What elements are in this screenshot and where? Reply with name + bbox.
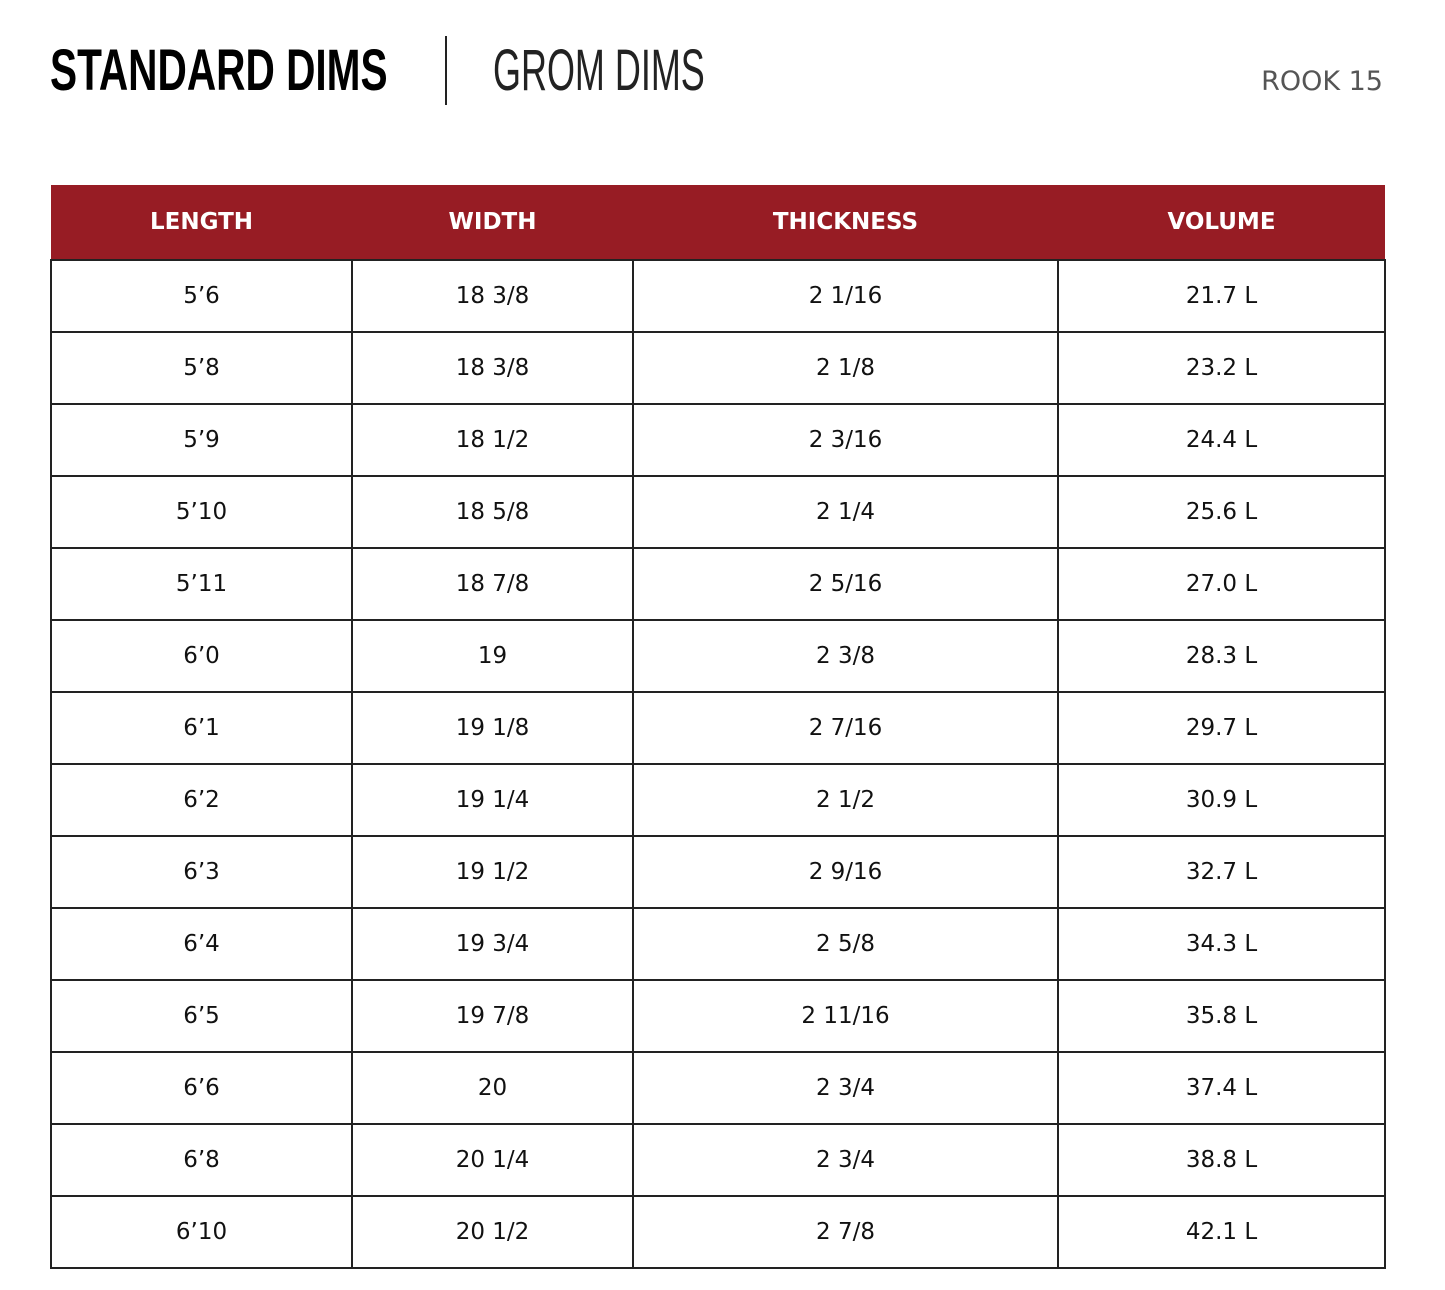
length-cell: 5’10: [51, 476, 352, 548]
thickness-cell: 2 7/16: [633, 692, 1058, 764]
thickness-cell: 2 3/16: [633, 404, 1058, 476]
width-cell: 19 1/8: [352, 692, 633, 764]
width-cell: 18 3/8: [352, 260, 633, 332]
column-header-width: WIDTH: [352, 185, 633, 260]
column-header-thickness: THICKNESS: [633, 185, 1058, 260]
table-row: [51, 1124, 1385, 1196]
volume-cell: 30.9 L: [1058, 764, 1385, 836]
thickness-cell: 2 9/16: [633, 836, 1058, 908]
column-header-length: LENGTH: [51, 185, 352, 260]
table-row: [51, 1052, 1385, 1124]
length-cell: 6’2: [51, 764, 352, 836]
table-row: [51, 908, 1385, 980]
width-cell: 19 1/2: [352, 836, 633, 908]
volume-cell: 29.7 L: [1058, 692, 1385, 764]
length-cell: 6’0: [51, 620, 352, 692]
volume-cell: 37.4 L: [1058, 1052, 1385, 1124]
length-cell: 5’11: [51, 548, 352, 620]
thickness-cell: 2 3/8: [633, 620, 1058, 692]
length-cell: 6’3: [51, 836, 352, 908]
volume-cell: 27.0 L: [1058, 548, 1385, 620]
thickness-cell: 2 1/2: [633, 764, 1058, 836]
thickness-cell: 2 3/4: [633, 1124, 1058, 1196]
table-row: [51, 980, 1385, 1052]
thickness-cell: 2 1/8: [633, 332, 1058, 404]
length-cell: 6’10: [51, 1196, 352, 1268]
thickness-cell: 2 3/4: [633, 1052, 1058, 1124]
model-name: ROOK 15: [1261, 66, 1383, 97]
length-cell: 6’5: [51, 980, 352, 1052]
length-cell: 6’1: [51, 692, 352, 764]
header: [0, 0, 1445, 140]
width-cell: 19 3/4: [352, 908, 633, 980]
table-row: [51, 332, 1385, 404]
volume-cell: 25.6 L: [1058, 476, 1385, 548]
table-row: [51, 836, 1385, 908]
length-cell: 6’4: [51, 908, 352, 980]
table-row: [51, 620, 1385, 692]
width-cell: 19: [352, 620, 633, 692]
width-cell: 20 1/2: [352, 1196, 633, 1268]
thickness-cell: 2 5/16: [633, 548, 1058, 620]
thickness-cell: 2 7/8: [633, 1196, 1058, 1268]
table-row: [51, 476, 1385, 548]
width-cell: 18 5/8: [352, 476, 633, 548]
column-header-volume: VOLUME: [1058, 185, 1385, 260]
volume-cell: 38.8 L: [1058, 1124, 1385, 1196]
tab-standard-dims[interactable]: STANDARD DIMS: [50, 38, 388, 103]
table-row: [51, 764, 1385, 836]
table-row: [51, 1196, 1385, 1268]
tab-grom-dims[interactable]: GROM DIMS: [493, 38, 705, 103]
volume-cell: 42.1 L: [1058, 1196, 1385, 1268]
width-cell: 18 1/2: [352, 404, 633, 476]
dims-table: [50, 185, 1386, 1269]
width-cell: 18 3/8: [352, 332, 633, 404]
volume-cell: 24.4 L: [1058, 404, 1385, 476]
table-row: [51, 404, 1385, 476]
table-row: [51, 692, 1385, 764]
volume-cell: 32.7 L: [1058, 836, 1385, 908]
thickness-cell: 2 1/16: [633, 260, 1058, 332]
length-cell: 5’8: [51, 332, 352, 404]
length-cell: 6’6: [51, 1052, 352, 1124]
width-cell: 18 7/8: [352, 548, 633, 620]
width-cell: 20: [352, 1052, 633, 1124]
length-cell: 6’8: [51, 1124, 352, 1196]
thickness-cell: 2 5/8: [633, 908, 1058, 980]
volume-cell: 35.8 L: [1058, 980, 1385, 1052]
volume-cell: 23.2 L: [1058, 332, 1385, 404]
table-body: [51, 260, 1385, 1268]
table-row: [51, 548, 1385, 620]
thickness-cell: 2 1/4: [633, 476, 1058, 548]
volume-cell: 21.7 L: [1058, 260, 1385, 332]
length-cell: 5’6: [51, 260, 352, 332]
tab-divider: [445, 36, 447, 105]
volume-cell: 28.3 L: [1058, 620, 1385, 692]
length-cell: 5’9: [51, 404, 352, 476]
width-cell: 20 1/4: [352, 1124, 633, 1196]
width-cell: 19 1/4: [352, 764, 633, 836]
volume-cell: 34.3 L: [1058, 908, 1385, 980]
width-cell: 19 7/8: [352, 980, 633, 1052]
thickness-cell: 2 11/16: [633, 980, 1058, 1052]
table-row: [51, 260, 1385, 332]
table-header-row: [51, 185, 1385, 260]
